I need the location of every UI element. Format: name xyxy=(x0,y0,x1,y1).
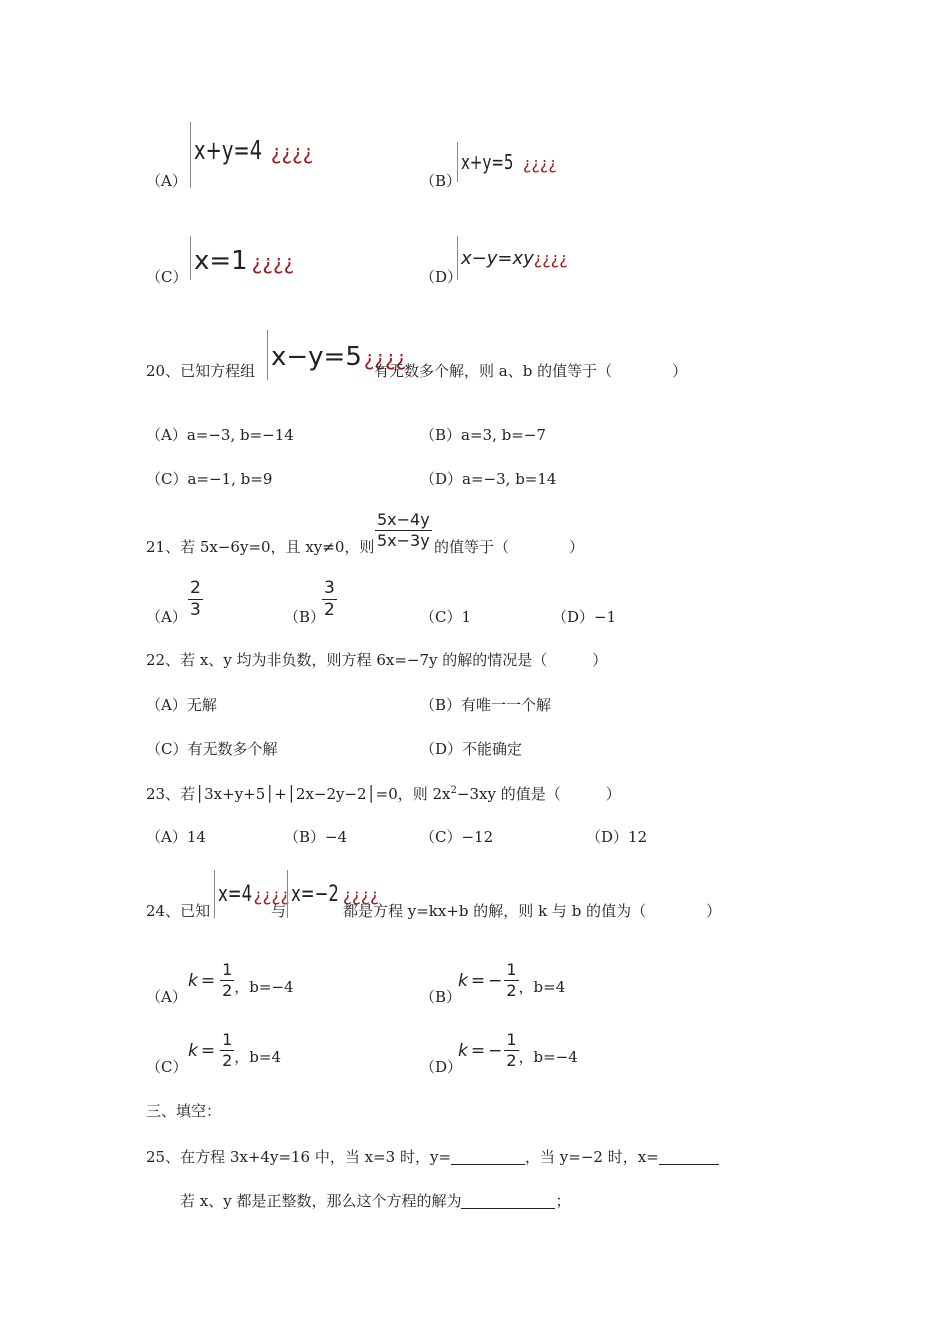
q19-option-a-system xyxy=(190,122,313,188)
section-3-title: 三、填空： xyxy=(146,1102,222,1120)
equals-sign: = xyxy=(470,1040,486,1061)
fraction-numerator: 3 xyxy=(324,578,335,598)
q19-option-c-equation: x=1 xyxy=(194,246,248,276)
q21-option-a-fraction xyxy=(188,580,203,619)
fraction-numerator: 1 xyxy=(222,960,233,979)
fraction-denominator: 2 xyxy=(506,981,517,1000)
q21-fraction xyxy=(375,512,432,549)
option-label: （D） xyxy=(586,828,629,846)
q19-option-b-equation: x+y=5 xyxy=(461,150,514,174)
q19-option-a-junk: ¿¿¿¿ xyxy=(270,140,314,164)
q22-option-b xyxy=(420,698,551,713)
q23-text xyxy=(146,786,621,802)
b-value: ，b=4 xyxy=(518,978,566,996)
fraction-denominator: 2 xyxy=(506,1051,517,1070)
equals-sign: = xyxy=(470,970,486,991)
option-label: （A） xyxy=(146,426,187,444)
q25-line-1-a: 25、在方程 3x+4y=16 中，当 x=3 时，y= xyxy=(146,1148,452,1166)
option-text: 有无数多个解 xyxy=(187,740,278,758)
option-text: a=3, b=−7 xyxy=(461,426,546,444)
option-label: （D） xyxy=(420,740,463,758)
option-text: 12 xyxy=(628,828,648,846)
answer-blank-y[interactable] xyxy=(451,1150,525,1165)
q24-option-d-label: （D） xyxy=(420,1058,463,1076)
q24-option-a-expr xyxy=(188,962,294,999)
option-label: （A） xyxy=(146,828,187,846)
q23-exponent: 2 xyxy=(450,785,457,796)
q20-option-b xyxy=(420,428,546,443)
option-label: （B） xyxy=(420,696,462,714)
fraction-denominator: 2 xyxy=(324,600,335,620)
fraction-numerator: 1 xyxy=(222,1030,233,1049)
fraction-denominator: 2 xyxy=(222,981,233,1000)
q24-equation-2: x=−2 xyxy=(291,882,339,907)
q20-option-a xyxy=(146,428,294,443)
k-fraction xyxy=(504,962,518,999)
q20-option-d xyxy=(420,472,556,487)
q21-option-d xyxy=(552,610,616,625)
option-label: （D） xyxy=(552,608,595,626)
q20-tail: 有无数多个解，则 a、b 的值等于（ ） xyxy=(374,362,688,380)
option-label: （C） xyxy=(146,740,188,758)
q21-option-c xyxy=(420,610,471,625)
option-label: （C） xyxy=(420,608,462,626)
q24-tail: 都是方程 y=kx+b 的解，则 k 与 b 的值为（ ） xyxy=(343,902,722,920)
q22-option-d xyxy=(420,742,522,757)
q19-option-d-equation: x−y=xy xyxy=(461,248,534,269)
fraction-numerator: 1 xyxy=(506,960,517,979)
option-text: 有唯一一个解 xyxy=(461,696,552,714)
q22-text: 22、若 x、y 均为非负数，则方程 6x=−7y 的解的情况是（ ） xyxy=(146,651,608,669)
k-fraction xyxy=(220,1032,234,1069)
fraction-denominator: 2 xyxy=(222,1051,233,1070)
q19-option-c-label: （C） xyxy=(146,268,188,286)
q24-option-d-expr xyxy=(458,1032,578,1069)
option-text: 1 xyxy=(461,608,472,626)
q19-option-a-equation: x+y=4 xyxy=(194,136,263,166)
fraction-numerator: 2 xyxy=(190,578,201,598)
q23-text-pre: 23、若│3x+y+5│+│2x−2y−2│=0，则 2x xyxy=(146,785,451,803)
option-text: a=−3, b=14 xyxy=(462,470,557,488)
equals-sign: = xyxy=(200,970,216,991)
q19-option-d-system xyxy=(457,236,568,280)
q19-option-b-label: （B） xyxy=(420,172,462,190)
option-text: −4 xyxy=(325,828,348,846)
q21-number: 21、若 5x−6y=0，且 xy≠0，则 xyxy=(146,538,375,556)
q23-option-a xyxy=(146,830,206,845)
q19-option-d-junk: ¿¿¿¿ xyxy=(533,249,568,268)
q23-text-post: −3xy 的值是（ ） xyxy=(456,785,621,803)
q23-option-d xyxy=(586,830,647,845)
option-text: a=−3, b=−14 xyxy=(186,426,294,444)
q19-option-b-junk: ¿¿¿¿ xyxy=(522,154,557,173)
option-text: 14 xyxy=(186,828,206,846)
q21-option-b-label: （B） xyxy=(284,608,326,626)
k-fraction xyxy=(220,962,234,999)
option-label: （B） xyxy=(284,828,326,846)
option-text: −12 xyxy=(461,828,494,846)
b-value: ，b=−4 xyxy=(234,978,294,996)
q24-option-a-label: （A） xyxy=(146,988,187,1006)
option-label: （A） xyxy=(146,696,187,714)
q24-mid: 与 xyxy=(271,902,287,920)
q21-option-b-fraction xyxy=(322,580,337,619)
sign: − xyxy=(488,970,503,991)
q21-fraction-numerator: 5x−4y xyxy=(377,510,430,529)
k-fraction xyxy=(504,1032,518,1069)
q22-option-c xyxy=(146,742,278,757)
q24-equation-1: x=4 xyxy=(218,882,253,907)
q25-line-2-text: 若 x、y 都是正整数，那么这个方程的解为 xyxy=(180,1192,462,1210)
option-text: 不能确定 xyxy=(462,740,523,758)
sign: − xyxy=(488,1040,503,1061)
option-text: −1 xyxy=(594,608,617,626)
q21-fraction-denominator: 5x−3y xyxy=(377,531,430,550)
answer-blank-solutions[interactable] xyxy=(461,1194,555,1209)
option-text: a=−1, b=9 xyxy=(187,470,273,488)
q24-number: 24、已知 xyxy=(146,902,211,920)
k-symbol: k xyxy=(188,970,198,991)
q24-junk-1: ¿¿¿¿ xyxy=(253,886,290,906)
answer-blank-x[interactable] xyxy=(659,1150,719,1165)
q19-option-b-system xyxy=(457,142,557,182)
q24-option-b-expr xyxy=(458,962,565,999)
q25-line-1 xyxy=(146,1150,719,1165)
q19-option-a-label: （A） xyxy=(146,172,187,190)
q20-number: 20、已知方程组 xyxy=(146,362,256,380)
q24-option-c-expr xyxy=(188,1032,281,1069)
q20-equation: x−y=5 xyxy=(271,342,362,372)
k-symbol: k xyxy=(458,1040,468,1061)
q21-option-a-label: （A） xyxy=(146,608,187,626)
k-symbol: k xyxy=(188,1040,198,1061)
equals-sign: = xyxy=(200,1040,216,1061)
q24-junk-2: ¿¿¿¿ xyxy=(342,886,379,906)
q23-option-c xyxy=(420,830,493,845)
k-symbol: k xyxy=(458,970,468,991)
fraction-numerator: 1 xyxy=(506,1030,517,1049)
q19-option-c-junk: ¿¿¿¿ xyxy=(251,250,295,274)
q20-option-c xyxy=(146,472,272,487)
option-label: （D） xyxy=(420,470,463,488)
option-text: 无解 xyxy=(186,696,217,714)
q20-junk: ¿¿¿¿ xyxy=(363,346,407,370)
fraction-denominator: 3 xyxy=(190,600,201,620)
option-label: （C） xyxy=(146,470,188,488)
q24-option-b-label: （B） xyxy=(420,988,462,1006)
b-value: ，b=4 xyxy=(234,1048,282,1066)
q25-line-1-b: ，当 y=−2 时，x= xyxy=(525,1148,659,1166)
q19-option-d-label: （D） xyxy=(420,268,463,286)
b-value: ，b=−4 xyxy=(518,1048,578,1066)
q19-option-c-system xyxy=(190,236,294,280)
option-label: （C） xyxy=(420,828,462,846)
option-label: （B） xyxy=(420,426,462,444)
q25-line-2-end: ； xyxy=(555,1192,571,1210)
q24-option-c-label: （C） xyxy=(146,1058,188,1076)
q23-option-b xyxy=(284,830,347,845)
q22-option-a xyxy=(146,698,217,713)
q25-line-2 xyxy=(180,1194,571,1209)
q21-tail: 的值等于（ ） xyxy=(434,538,585,556)
